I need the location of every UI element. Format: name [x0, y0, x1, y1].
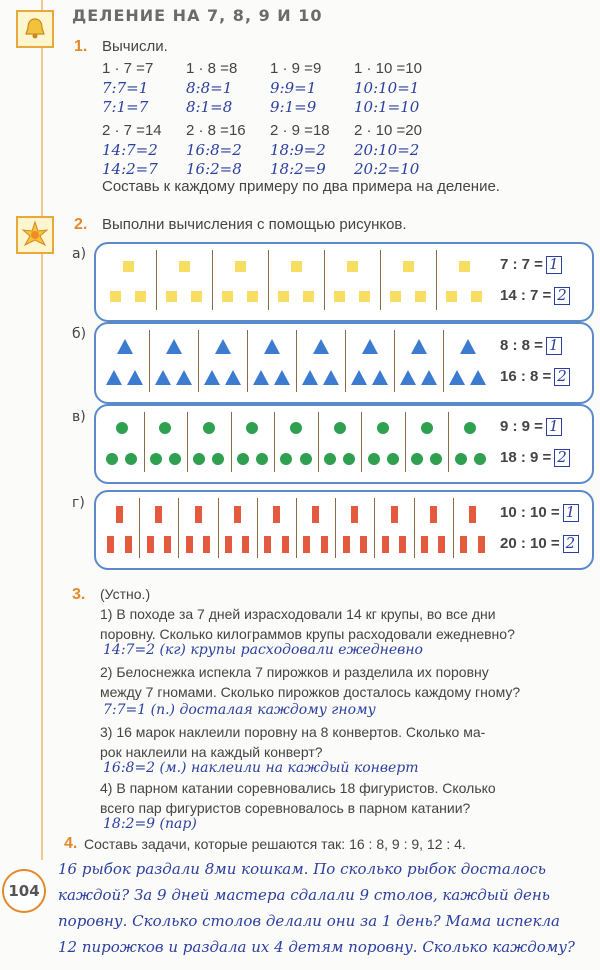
blue-triangle — [166, 339, 182, 354]
blue-triangle — [470, 370, 486, 385]
group-divider — [156, 250, 157, 310]
task1-example: 10:10=1 — [354, 79, 420, 97]
group-divider — [414, 498, 415, 558]
green-circle — [368, 453, 380, 465]
blue-triangle — [176, 370, 192, 385]
green-circle — [125, 453, 137, 465]
task1-example: 1 · 10 =10 — [354, 60, 422, 77]
star-icon — [16, 216, 54, 254]
group-divider — [296, 498, 297, 558]
group-divider — [335, 498, 336, 558]
answer-box[interactable] — [546, 256, 562, 274]
green-circle — [300, 453, 312, 465]
green-circle — [106, 453, 118, 465]
task1-example: 18:2=9 — [270, 160, 326, 178]
yellow-square — [347, 261, 358, 272]
group-divider — [324, 250, 325, 310]
blue-triangle — [421, 370, 437, 385]
group-divider — [231, 412, 232, 472]
task3-answer-4: 18:2=9 (пар) — [103, 816, 197, 832]
blue-triangle — [449, 370, 465, 385]
bell-icon — [16, 10, 54, 48]
yellow-square — [179, 261, 190, 272]
red-rectangle — [438, 536, 445, 553]
yellow-square — [191, 291, 202, 302]
page-number: 104 — [2, 869, 46, 913]
red-rectangle — [155, 506, 162, 523]
task2-instruction: Выполни вычисления с помощью рисунков. — [102, 216, 407, 233]
task1-example: 14:2=7 — [102, 160, 158, 178]
task3-answer-2: 7:7=1 (п.) досталая каждому гному — [103, 702, 376, 718]
group-divider — [448, 412, 449, 472]
task2-picture-frame — [94, 242, 594, 322]
task1-example: 7:7=1 — [102, 79, 149, 97]
red-rectangle — [391, 506, 398, 523]
group-divider — [149, 330, 150, 392]
red-rectangle — [116, 506, 123, 523]
group-divider — [405, 412, 406, 472]
task3-problem-2: 2) Белоснежка испекла 7 пирожков и разделила их поровну между 7 гномами. Сколько пирожков досталось каждому гному? — [100, 664, 521, 700]
answer-value: 1 — [548, 335, 559, 354]
task3-problem-1: 1) В походе за 7 дней израсходовали 14 кг крупы, во все дни поровну. Сколько килограммов крупы расходовали ежедневно? — [100, 606, 515, 642]
yellow-square — [415, 291, 426, 302]
task1-example: 16:8=2 — [186, 141, 242, 159]
blue-triangle — [302, 370, 318, 385]
blue-triangle — [117, 339, 133, 354]
task1-example: 20:10=2 — [354, 141, 420, 159]
equation-text: 7 : 7 = — [500, 256, 543, 274]
task2-row-label: в) — [72, 409, 86, 425]
red-rectangle — [421, 536, 428, 553]
task2-number: 2. — [74, 216, 88, 233]
blue-triangle — [362, 339, 378, 354]
blue-triangle — [274, 370, 290, 385]
answer-box[interactable] — [563, 504, 579, 522]
yellow-square — [222, 291, 233, 302]
red-rectangle — [164, 536, 171, 553]
equation-text: 9 : 9 = — [500, 418, 543, 436]
yellow-square — [390, 291, 401, 302]
task3-answer-3: 16:8=2 (м.) наклеили на каждый конверт — [103, 760, 419, 776]
red-rectangle — [343, 536, 350, 553]
yellow-square — [291, 261, 302, 272]
task2-picture-frame — [94, 404, 594, 484]
red-rectangle — [107, 536, 114, 553]
group-divider — [187, 412, 188, 472]
equation-text: 18 : 9 = — [500, 448, 552, 466]
red-rectangle — [460, 536, 467, 553]
group-divider — [345, 330, 346, 392]
yellow-square — [471, 291, 482, 302]
red-rectangle — [469, 506, 476, 523]
answer-box[interactable] — [554, 368, 570, 386]
answer-box[interactable] — [563, 535, 579, 553]
green-circle — [169, 453, 181, 465]
yellow-square — [303, 291, 314, 302]
group-divider — [139, 498, 140, 558]
answer-value: 1 — [548, 417, 559, 436]
blue-triangle — [323, 370, 339, 385]
red-rectangle — [399, 536, 406, 553]
red-rectangle — [273, 506, 280, 523]
answer-box[interactable] — [546, 337, 562, 355]
task2-equation — [500, 504, 579, 522]
red-rectangle — [195, 506, 202, 523]
task1-example: 7:1=7 — [102, 98, 149, 116]
task1-footer: Составь к каждому примеру по два примера на деление. — [102, 178, 500, 195]
group-divider — [436, 250, 437, 310]
blue-triangle — [460, 339, 476, 354]
yellow-square — [359, 291, 370, 302]
answer-box[interactable] — [554, 287, 570, 305]
red-rectangle — [303, 536, 310, 553]
red-rectangle — [242, 536, 249, 553]
task2-row-label: г) — [72, 495, 85, 511]
group-divider — [144, 412, 145, 472]
green-circle — [421, 422, 433, 434]
blue-triangle — [155, 370, 171, 385]
task1-example: 1 · 9 =9 — [270, 60, 322, 77]
red-rectangle — [312, 506, 319, 523]
equation-text: 10 : 10 = — [500, 504, 560, 522]
group-divider — [257, 498, 258, 558]
yellow-square — [235, 261, 246, 272]
task3-number: 3. — [72, 586, 86, 603]
yellow-square — [459, 261, 470, 272]
task4-text: Составь задачи, которые решаются так: 16 : 8, 9 : 9, 12 : 4. — [84, 836, 466, 852]
green-circle — [411, 453, 423, 465]
yellow-square — [247, 291, 258, 302]
answer-value: 1 — [548, 255, 559, 274]
task2-equation — [500, 449, 570, 467]
green-circle — [237, 453, 249, 465]
yellow-square — [166, 291, 177, 302]
red-rectangle — [234, 506, 241, 523]
task1-example: 1 · 8 =8 — [186, 60, 238, 77]
task4-handwritten-answer: 16 рыбок раздали 8ми кошкам. По сколько рыбок досталось каждой? За 9 дней мастера сдалали 9 столов, каждый день поровну. Сколько столов делали они за 1 день? Мама испекла 12 пирожков и раздала их 4 детям поровну. Сколько каждому? — [58, 860, 575, 956]
green-circle — [116, 422, 128, 434]
task1-example: 8:1=8 — [186, 98, 233, 116]
group-divider — [212, 250, 213, 310]
red-rectangle — [351, 506, 358, 523]
task1-example: 2 · 9 =18 — [270, 122, 330, 139]
task1-example: 9:9=1 — [270, 79, 317, 97]
group-divider — [198, 330, 199, 392]
green-circle — [193, 453, 205, 465]
blue-triangle — [127, 370, 143, 385]
task2-equation — [500, 368, 570, 386]
yellow-square — [403, 261, 414, 272]
red-rectangle — [125, 536, 132, 553]
red-rectangle — [147, 536, 154, 553]
group-divider — [178, 498, 179, 558]
green-circle — [324, 453, 336, 465]
blue-triangle — [411, 339, 427, 354]
group-divider — [443, 330, 444, 392]
group-divider — [274, 412, 275, 472]
yellow-square — [446, 291, 457, 302]
red-rectangle — [430, 506, 437, 523]
blue-triangle — [215, 339, 231, 354]
green-circle — [256, 453, 268, 465]
blue-triangle — [372, 370, 388, 385]
blue-triangle — [204, 370, 220, 385]
group-divider — [374, 498, 375, 558]
yellow-square — [278, 291, 289, 302]
blue-triangle — [400, 370, 416, 385]
answer-value: 2 — [557, 285, 567, 304]
answer-value: 2 — [565, 533, 576, 552]
task2-equation — [500, 337, 562, 355]
group-divider — [296, 330, 297, 392]
task1-example: 2 · 7 =14 — [102, 122, 162, 139]
group-divider — [268, 250, 269, 310]
yellow-square — [110, 291, 121, 302]
blue-triangle — [313, 339, 329, 354]
group-divider — [247, 330, 248, 392]
answer-value: 2 — [557, 367, 567, 386]
task1-example: 1 · 7 =7 — [102, 60, 154, 77]
blue-triangle — [225, 370, 241, 385]
blue-triangle — [264, 339, 280, 354]
group-divider — [380, 250, 381, 310]
task1-instruction: Вычисли. — [102, 38, 168, 55]
margin-line — [41, 0, 43, 860]
red-rectangle — [478, 536, 485, 553]
task1-example: 10:1=10 — [354, 98, 420, 116]
task3-label: (Устно.) — [100, 586, 151, 602]
task2-equation — [500, 256, 562, 274]
red-rectangle — [382, 536, 389, 553]
task2-picture-frame — [94, 490, 594, 570]
group-divider — [394, 330, 395, 392]
red-rectangle — [360, 536, 367, 553]
task1-example: 2 · 10 =20 — [354, 122, 422, 139]
yellow-square — [135, 291, 146, 302]
red-rectangle — [186, 536, 193, 553]
green-circle — [455, 453, 467, 465]
green-circle — [387, 453, 399, 465]
green-circle — [474, 453, 486, 465]
equation-text: 8 : 8 = — [500, 336, 543, 354]
task2-row-label: б) — [72, 326, 87, 342]
green-circle — [334, 422, 346, 434]
equation-text: 14 : 7 = — [500, 286, 552, 304]
task3-problem-3: 3) 16 марок наклеили поровну на 8 конвертов. Сколько ма- рок наклеили на каждый конверт? — [100, 724, 486, 760]
red-rectangle — [282, 536, 289, 553]
answer-value: 1 — [565, 503, 576, 522]
equation-text: 20 : 10 = — [500, 534, 560, 552]
red-rectangle — [321, 536, 328, 553]
task1-example: 16:2=8 — [186, 160, 242, 178]
task1-number: 1. — [74, 38, 88, 55]
answer-box[interactable] — [554, 449, 570, 467]
green-circle — [430, 453, 442, 465]
equation-text: 16 : 8 = — [500, 368, 552, 386]
task1-example: 18:9=2 — [270, 141, 326, 159]
task1-example: 9:1=9 — [270, 98, 317, 116]
task2-equation — [500, 418, 562, 436]
blue-triangle — [253, 370, 269, 385]
green-circle — [343, 453, 355, 465]
blue-triangle — [351, 370, 367, 385]
task1-example: 14:7=2 — [102, 141, 158, 159]
red-rectangle — [225, 536, 232, 553]
task1-example: 2 · 8 =16 — [186, 122, 246, 139]
task2-equation — [500, 535, 579, 553]
red-rectangle — [203, 536, 210, 553]
yellow-square — [334, 291, 345, 302]
green-circle — [150, 453, 162, 465]
answer-box[interactable] — [546, 418, 562, 436]
task3-problem-4: 4) В парном катании соревновались 18 фигуристов. Сколько всего пар фигуристов соревновалось в парном катании? — [100, 780, 496, 816]
task2-row-label: а) — [72, 246, 87, 262]
group-divider — [361, 412, 362, 472]
task3-answer-1: 14:7=2 (кг) крупы расходовали ежедневно — [103, 642, 423, 658]
red-rectangle — [264, 536, 271, 553]
task4-number: 4. — [64, 835, 78, 852]
page-title: ДЕЛЕНИЕ НА 7, 8, 9 И 10 — [72, 6, 323, 25]
group-divider — [218, 498, 219, 558]
group-divider — [453, 498, 454, 558]
task2-equation — [500, 287, 570, 305]
task1-example: 8:8=1 — [186, 79, 233, 97]
yellow-square — [123, 261, 134, 272]
blue-triangle — [106, 370, 122, 385]
group-divider — [318, 412, 319, 472]
answer-value: 2 — [557, 447, 567, 466]
task2-picture-frame — [94, 322, 594, 404]
task1-example: 20:2=10 — [354, 160, 420, 178]
